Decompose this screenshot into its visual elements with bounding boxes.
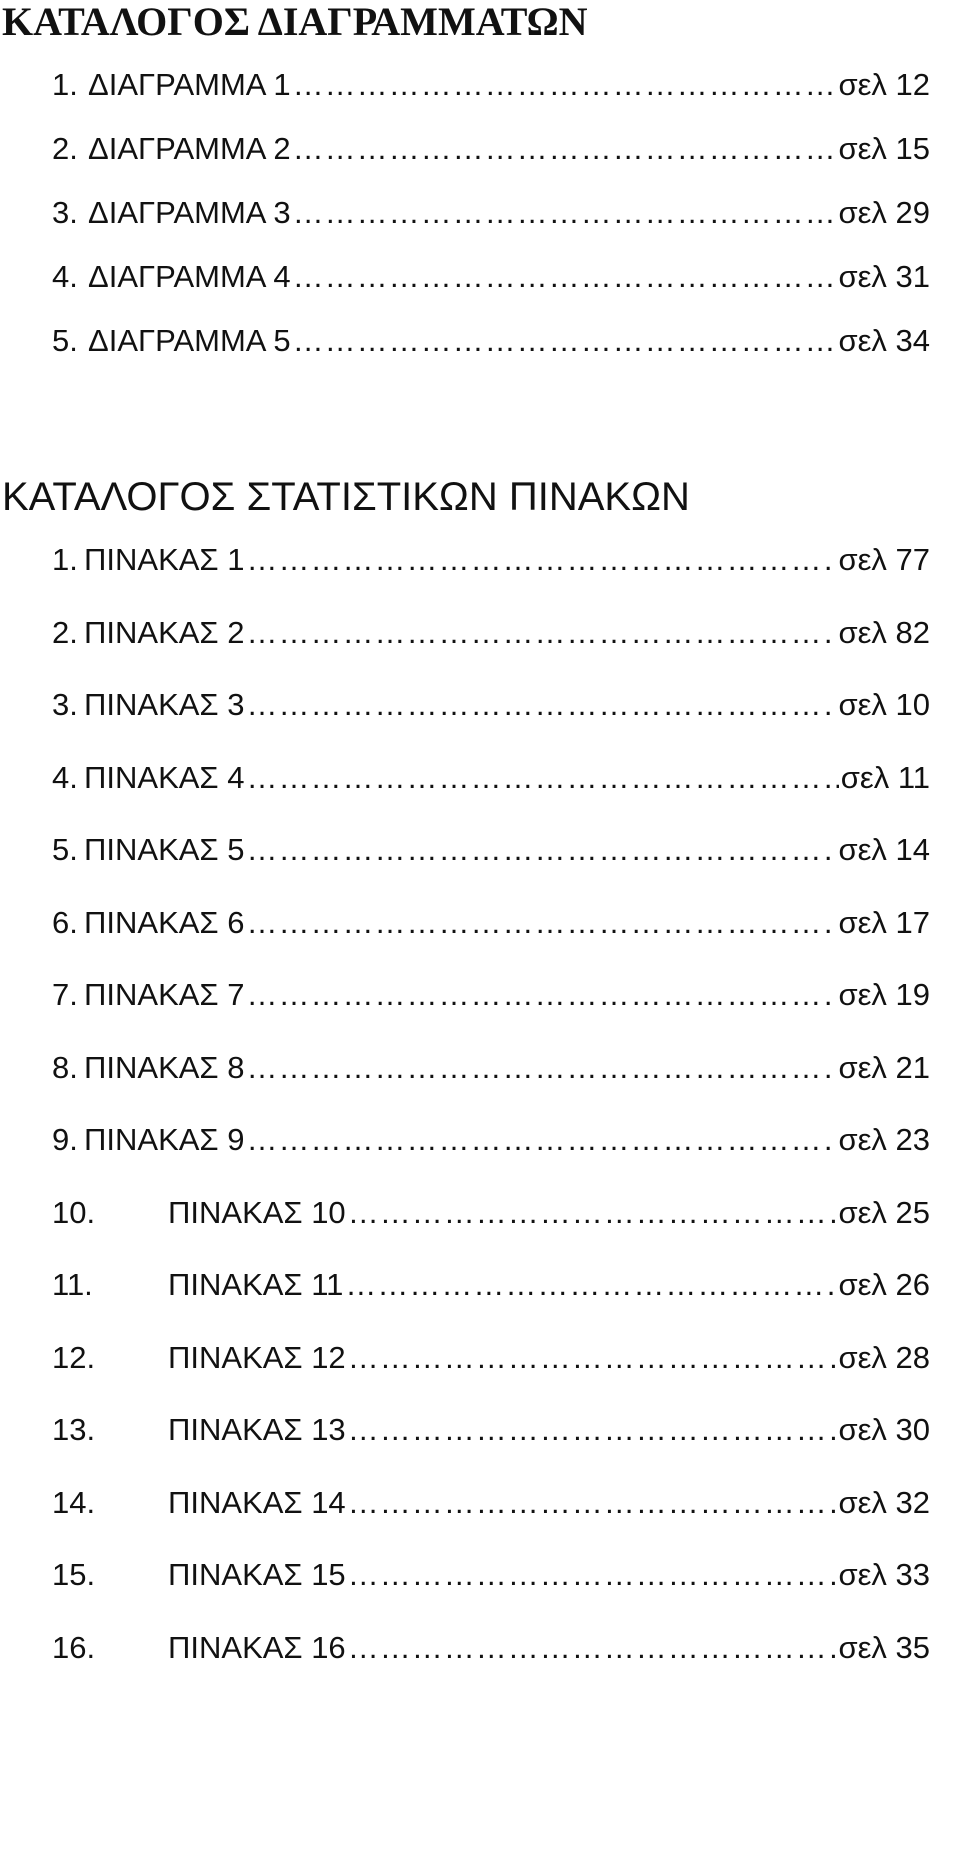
entry-label: ΠΙΝΑΚΑΣ 14 — [168, 1485, 346, 1520]
dot-leader — [293, 321, 837, 361]
table-entry[interactable] — [52, 975, 930, 1015]
entry-number: 10. — [52, 1195, 96, 1230]
tables-list-title: ΚΑΤΑΛΟΓΟΣ ΣΤΑΤΙΣΤΙΚΩΝ ΠΙΝΑΚΩΝ — [2, 475, 690, 519]
entry-page-number: σελ 35 — [838, 1630, 930, 1665]
entry-label: ΔΙΑΓΡΑΜΜΑ 1 — [88, 67, 291, 102]
entry-page-number: σελ 11 — [840, 760, 930, 795]
entry-number: 16. — [52, 1630, 96, 1665]
diagram-entry[interactable] — [52, 193, 930, 233]
entry-label: ΠΙΝΑΚΑΣ 8 — [84, 1050, 245, 1085]
entry-label: ΠΙΝΑΚΑΣ 11 — [168, 1267, 344, 1302]
entry-page-number: σελ 29 — [838, 195, 930, 230]
entry-number: 14. — [52, 1485, 96, 1520]
entry-label: ΠΙΝΑΚΑΣ 6 — [84, 905, 245, 940]
dot-leader — [246, 540, 836, 580]
entry-label: ΔΙΑΓΡΑΜΜΑ 2 — [88, 131, 291, 166]
entry-label: ΠΙΝΑΚΑΣ 9 — [84, 1122, 245, 1157]
entry-number: 13. — [52, 1412, 96, 1447]
diagrams-list-title: ΚΑΤΑΛΟΓΟΣ ΔΙΑΓΡΑΜΜΑΤΩΝ — [2, 0, 588, 44]
entry-page-number: σελ 15 — [838, 131, 930, 166]
table-entry[interactable] — [52, 758, 930, 798]
dot-leader — [246, 1048, 836, 1088]
entry-label: ΔΙΑΓΡΑΜΜΑ 5 — [88, 323, 291, 358]
dot-leader — [348, 1555, 837, 1595]
table-entry[interactable] — [52, 1628, 930, 1668]
entry-number: 8. — [52, 1050, 78, 1085]
entry-number: 3. — [52, 195, 78, 230]
entry-page-number: σελ 19 — [838, 977, 930, 1012]
diagram-entry[interactable] — [52, 129, 930, 169]
entry-page-number: σελ 82 — [838, 615, 930, 650]
entry-label: ΠΙΝΑΚΑΣ 15 — [168, 1557, 346, 1592]
entry-number: 2. — [52, 615, 78, 650]
table-entry[interactable] — [52, 1483, 930, 1523]
entry-number: 7. — [52, 977, 78, 1012]
table-entry[interactable] — [52, 1120, 930, 1160]
entry-page-number: σελ 21 — [838, 1050, 930, 1085]
dot-leader — [246, 685, 836, 725]
dot-leader — [348, 1193, 837, 1233]
dot-leader — [293, 257, 837, 297]
dot-leader — [348, 1410, 837, 1450]
entry-page-number: σελ 30 — [838, 1412, 930, 1447]
entry-label: ΠΙΝΑΚΑΣ 13 — [168, 1412, 346, 1447]
entry-label: ΠΙΝΑΚΑΣ 5 — [84, 832, 245, 867]
entry-page-number: σελ 26 — [838, 1267, 930, 1302]
entry-label: ΠΙΝΑΚΑΣ 10 — [168, 1195, 346, 1230]
entry-number: 9. — [52, 1122, 78, 1157]
table-entry[interactable] — [52, 1338, 930, 1378]
entry-page-number: σελ 23 — [838, 1122, 930, 1157]
entry-number: 15. — [52, 1557, 96, 1592]
entry-page-number: σελ 10 — [838, 687, 930, 722]
entry-page-number: σελ 32 — [838, 1485, 930, 1520]
table-entry[interactable] — [52, 1555, 930, 1595]
entry-page-number: σελ 17 — [838, 905, 930, 940]
entry-label: ΔΙΑΓΡΑΜΜΑ 4 — [88, 259, 291, 294]
dot-leader — [293, 129, 837, 169]
table-entry[interactable] — [52, 1410, 930, 1450]
entry-page-number: σελ 77 — [838, 542, 930, 577]
entry-label: ΠΙΝΑΚΑΣ 4 — [84, 760, 245, 795]
diagram-entry[interactable] — [52, 257, 930, 297]
dot-leader — [293, 65, 837, 105]
table-entry[interactable] — [52, 685, 930, 725]
entry-label: ΠΙΝΑΚΑΣ 1 — [84, 542, 245, 577]
entry-number: 5. — [52, 832, 78, 867]
entry-number: 1. — [52, 542, 78, 577]
entry-label: ΔΙΑΓΡΑΜΜΑ 3 — [88, 195, 291, 230]
entry-label: ΠΙΝΑΚΑΣ 2 — [84, 615, 245, 650]
entry-number: 11. — [52, 1267, 93, 1302]
table-entry[interactable] — [52, 903, 930, 943]
entry-page-number: σελ 14 — [838, 832, 930, 867]
entry-number: 4. — [52, 760, 78, 795]
dot-leader — [246, 830, 836, 870]
table-entry[interactable] — [52, 830, 930, 870]
entry-number: 1. — [52, 67, 78, 102]
entry-number: 3. — [52, 687, 78, 722]
diagram-entry[interactable] — [52, 65, 930, 105]
dot-leader — [293, 193, 837, 233]
entry-number: 6. — [52, 905, 78, 940]
entry-page-number: σελ 25 — [838, 1195, 930, 1230]
dot-leader — [246, 903, 836, 943]
entry-page-number: σελ 12 — [838, 67, 930, 102]
entry-page-number: σελ 34 — [838, 323, 930, 358]
entry-page-number: σελ 33 — [838, 1557, 930, 1592]
dot-leader — [345, 1265, 836, 1305]
entry-number: 5. — [52, 323, 78, 358]
dot-leader — [348, 1338, 837, 1378]
entry-number: 4. — [52, 259, 78, 294]
entry-label: ΠΙΝΑΚΑΣ 16 — [168, 1630, 346, 1665]
table-entry[interactable] — [52, 613, 930, 653]
dot-leader — [246, 975, 836, 1015]
entry-label: ΠΙΝΑΚΑΣ 3 — [84, 687, 245, 722]
table-entry[interactable] — [52, 1193, 930, 1233]
entry-label: ΠΙΝΑΚΑΣ 7 — [84, 977, 245, 1012]
table-entry[interactable] — [52, 540, 930, 580]
entry-page-number: σελ 28 — [838, 1340, 930, 1375]
diagram-entry[interactable] — [52, 321, 930, 361]
table-entry[interactable] — [52, 1265, 930, 1305]
table-entry[interactable] — [52, 1048, 930, 1088]
entry-number: 12. — [52, 1340, 96, 1375]
dot-leader — [246, 1120, 836, 1160]
entry-number: 2. — [52, 131, 78, 166]
dot-leader — [348, 1628, 837, 1668]
dot-leader — [246, 758, 838, 798]
entry-label: ΠΙΝΑΚΑΣ 12 — [168, 1340, 346, 1375]
dot-leader — [348, 1483, 837, 1523]
entry-page-number: σελ 31 — [838, 259, 930, 294]
dot-leader — [246, 613, 836, 653]
